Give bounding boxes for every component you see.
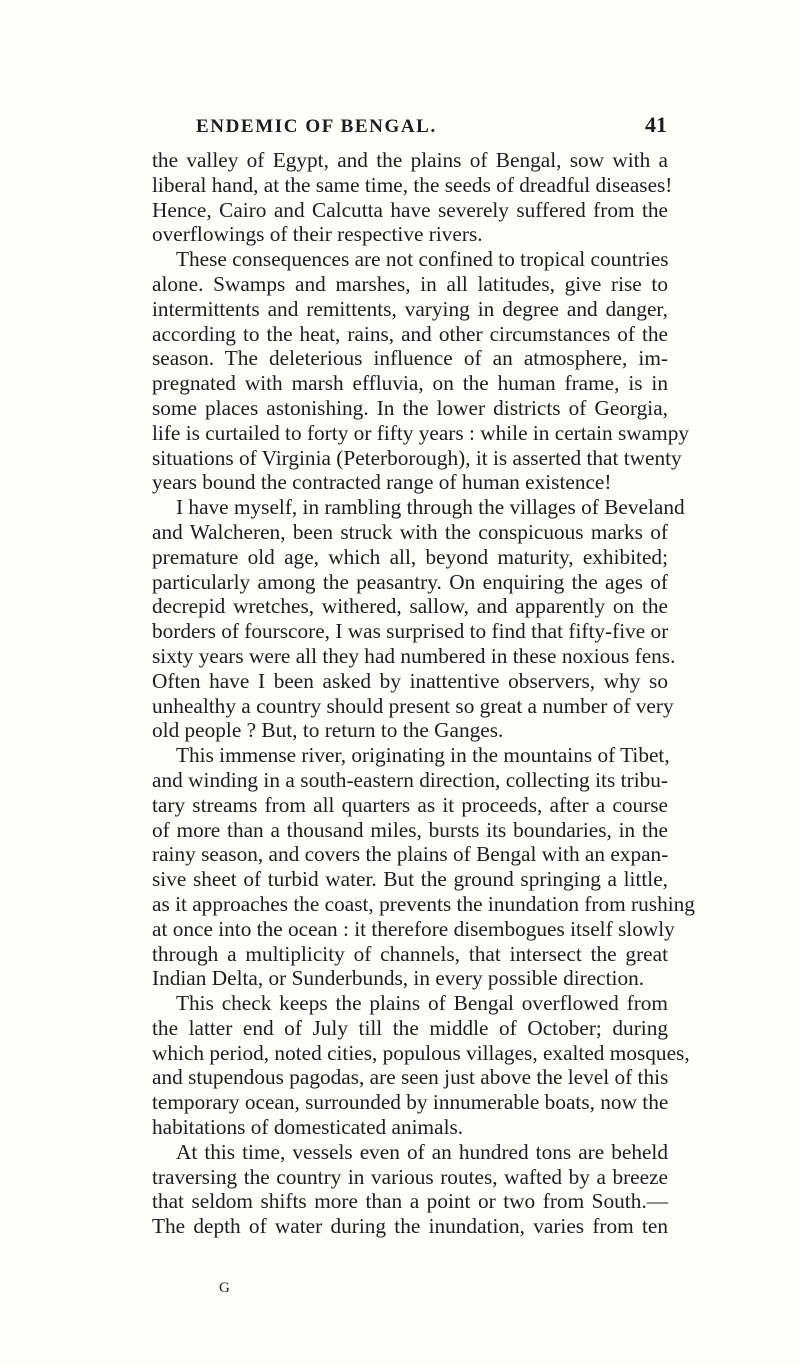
text-line: at once into the ocean : it therefore disembogues itself slowly — [152, 916, 675, 941]
text-line: sive sheet of turbid water. But the ground springing a little, — [152, 867, 668, 892]
text-line: unhealthy a country should present so great a number of very — [152, 693, 674, 718]
running-title: ENDEMIC OF BENGAL. — [196, 116, 437, 137]
text-line: particularly among the peasantry. On enquiring the ages of — [152, 569, 668, 594]
text-line: Often have I been asked by inattentive observers, why so — [152, 668, 668, 693]
text-line: intermittents and remittents, varying in degree and danger, — [152, 296, 668, 321]
text-line: old people ? But, to return to the Ganges. — [152, 718, 504, 743]
text-line: rainy season, and covers the plains of Bengal with an expan- — [152, 842, 669, 867]
text-line: These consequences are not confined to tropical countries — [176, 247, 669, 272]
text-line: situations of Virginia (Peterborough), it is asserted that twenty — [152, 445, 682, 470]
text-line: This check keeps the plains of Bengal overflowed from — [176, 991, 668, 1016]
text-line: liberal hand, at the same time, the seeds of dreadful diseases! — [152, 172, 673, 197]
text-line: years bound the contracted range of human existence! — [152, 470, 612, 495]
text-line: and winding in a south-eastern direction, collecting its tribu- — [152, 767, 668, 792]
text-line: The depth of water during the inundation, varies from ten — [152, 1214, 668, 1239]
text-line: borders of fourscore, I was surprised to find that fifty-five or — [152, 619, 669, 644]
text-line: Hence, Cairo and Calcutta have severely suffered from the — [152, 197, 668, 222]
text-line: according to the heat, rains, and other circumstances of the — [152, 321, 668, 346]
text-line: that seldom shifts more than a point or two from South.— — [152, 1189, 668, 1214]
text-line: pregnated with marsh effluvia, on the human frame, is in — [152, 371, 668, 396]
text-line: which period, noted cities, populous villages, exalted mosques, — [152, 1040, 690, 1065]
text-line: At this time, vessels even of an hundred tons are beheld — [176, 1139, 668, 1164]
text-line: the valley of Egypt, and the plains of Bengal, sow with a — [152, 148, 668, 172]
text-line: tary streams from all quarters as it proceeds, after a course — [152, 792, 668, 817]
text-line: season. The deleterious influence of an atmosphere, im- — [152, 346, 668, 371]
text-line: Indian Delta, or Sunderbunds, in every possible direction. — [152, 966, 645, 991]
text-line: and stupendous pagodas, are seen just above the level of this — [152, 1065, 669, 1090]
text-line: of more than a thousand miles, bursts its boundaries, in the — [152, 817, 668, 842]
text-line: habitations of domesticated animals. — [152, 1115, 464, 1140]
signature-mark: G — [219, 1280, 230, 1296]
text-line: some places astonishing. In the lower districts of Georgia, — [152, 395, 668, 420]
text-line: temporary ocean, surrounded by innumerable boats, now the — [152, 1090, 669, 1115]
body-text — [152, 148, 695, 1239]
text-line: life is curtailed to forty or fifty years : while in certain swampy — [152, 420, 689, 445]
text-line: through a multiplicity of channels, that intersect the great — [152, 941, 668, 966]
text-line: and Walcheren, been struck with the conspicuous marks of — [152, 519, 668, 544]
text-line: traversing the country in various routes, wafted by a breeze — [152, 1164, 668, 1189]
text-line: alone. Swamps and marshes, in all latitudes, give rise to — [152, 271, 668, 296]
text-line: as it approaches the coast, prevents the inundation from rushing — [152, 891, 695, 916]
text-line: decrepid wretches, withered, sallow, and apparently on the — [152, 594, 668, 619]
text-line: sixty years were all they had numbered in these noxious fens. — [152, 643, 676, 668]
text-line: the latter end of July till the middle of October; during — [152, 1015, 668, 1040]
text-line: I have myself, in rambling through the villages of Beveland — [176, 495, 685, 520]
text-line: overflowings of their respective rivers. — [152, 222, 483, 247]
text-line: This immense river, originating in the mountains of Tibet, — [176, 743, 670, 768]
page-number: 41 — [645, 112, 667, 137]
text-line: premature old age, which all, beyond maturity, exhibited; — [152, 544, 668, 569]
